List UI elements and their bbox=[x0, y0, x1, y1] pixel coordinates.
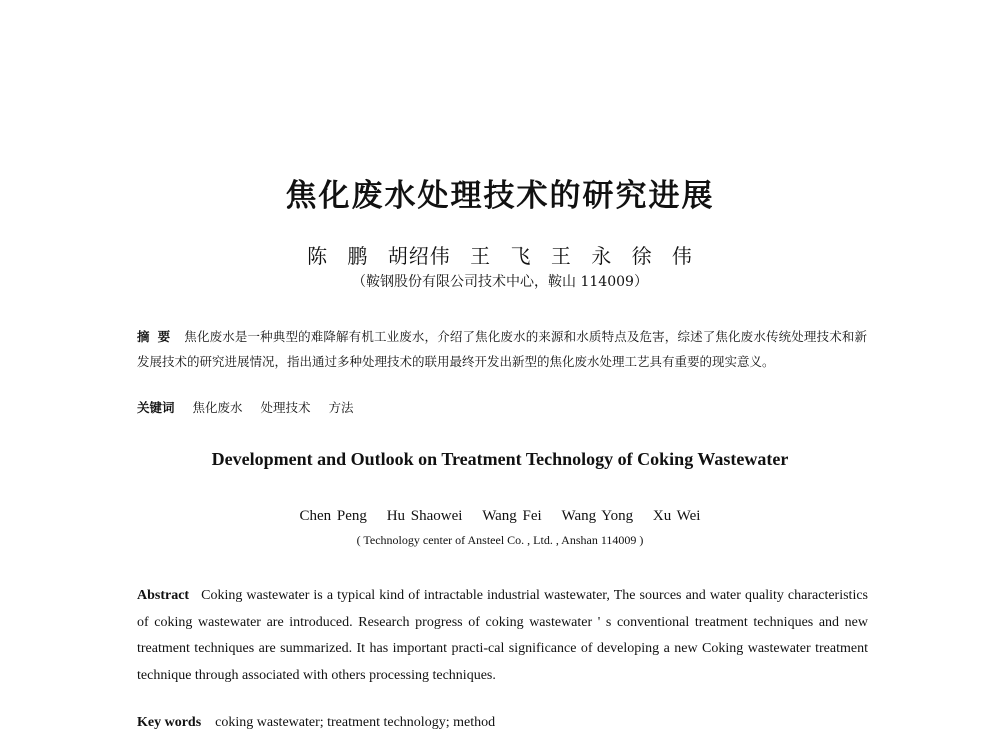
english-abstract-label: Abstract bbox=[137, 588, 190, 603]
english-abstract-text: Coking wastewater is a typical kind of intractable industrial wastewater, The sources and water quality characteristics of coking wastewater are introduced. Research progress of coking wastewater ' s conventional treatment techniques and new treatment techniques are summarized. It has important practi-cal significance of developing a new Coking wastewater treatment technique through associated with others processing techniques. bbox=[137, 588, 868, 683]
english-keywords-text: coking wastewater; treatment technology; method bbox=[215, 715, 496, 730]
chinese-affiliation: （鞍钢股份有限公司技术中心，鞍山 114009） bbox=[352, 274, 648, 290]
chinese-keywords-label: 关键词 bbox=[137, 400, 175, 415]
chinese-abstract-label: 摘要 bbox=[137, 329, 179, 344]
chinese-abstract bbox=[137, 324, 867, 374]
chinese-keyword: 焦化废水 bbox=[192, 400, 243, 415]
chinese-title: 焦化废水处理技术的研究进展 bbox=[285, 178, 715, 214]
english-author: Wang Yong bbox=[561, 508, 634, 524]
english-author: Hu Shaowei bbox=[386, 508, 463, 524]
chinese-keyword: 处理技术 bbox=[260, 400, 311, 415]
english-authors bbox=[0, 508, 1000, 525]
english-author: Xu Wei bbox=[652, 508, 701, 524]
english-affiliation: ( Technology center of Ansteel Co. , Ltd. , Anshan 114009 ) bbox=[356, 533, 644, 547]
english-title: Development and Outlook on Treatment Technology of Coking Wastewater bbox=[211, 449, 789, 469]
english-abstract bbox=[137, 583, 868, 689]
chinese-abstract-text: 焦化废水是一种典型的难降解有机工业废水，介绍了焦化废水的来源和水质特点及危害，综述了焦化废水传统处理技术和新发展技术的研究进展情况，指出通过多种处理技术的联用最终开发出新型的焦化废水处理工艺具有重要的现实意义。 bbox=[137, 329, 867, 369]
english-author: Wang Fei bbox=[482, 508, 542, 524]
chinese-keywords bbox=[137, 398, 867, 416]
chinese-authors: 陈 鹏 胡绍伟 王 飞 王 永 徐 伟 bbox=[307, 244, 693, 268]
english-author: Chen Peng bbox=[299, 508, 367, 524]
english-keywords bbox=[137, 715, 868, 731]
chinese-keyword: 方法 bbox=[328, 400, 354, 415]
english-keywords-label: Key words bbox=[137, 715, 202, 730]
